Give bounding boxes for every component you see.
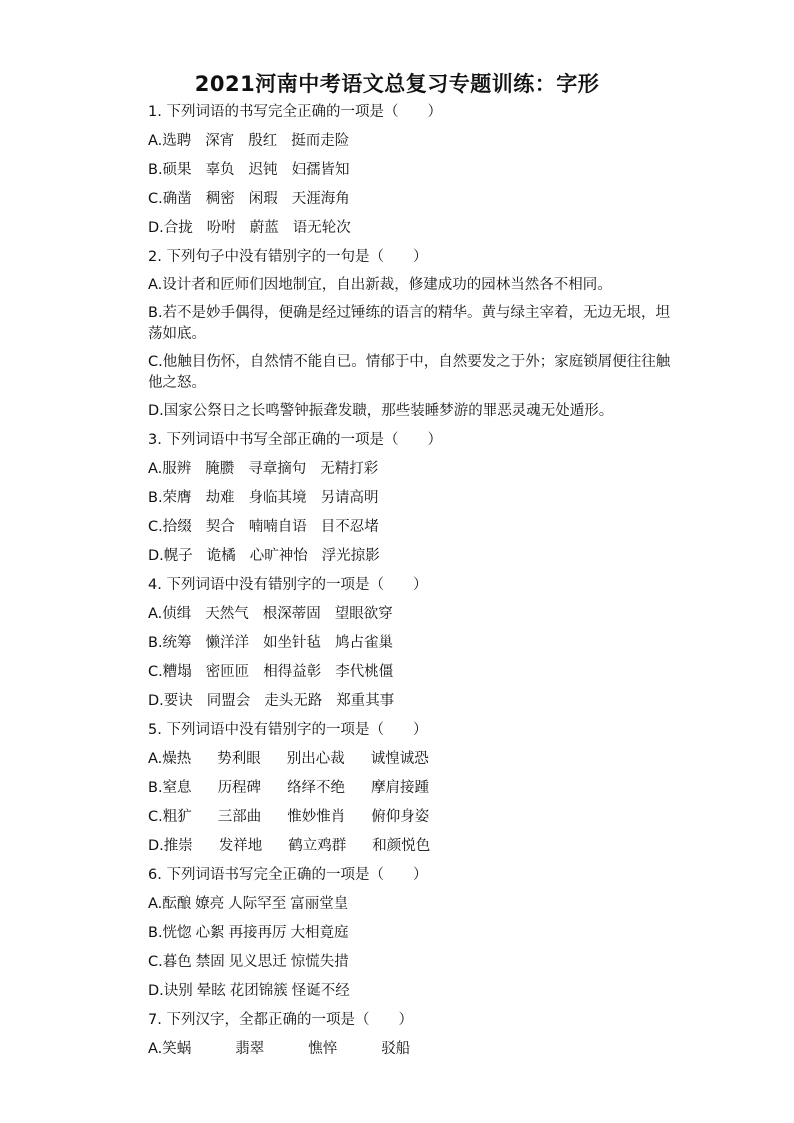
question-4-option-c: C.糟塌 密匝匝 相得益彰 李代桃僵 <box>148 664 394 680</box>
question-7-stem: 7. 下列汉字，全都正确的一项是（ ） <box>148 1012 413 1028</box>
question-1-option-b: B.硕果 辜负 迟钝 妇孺皆知 <box>148 162 350 178</box>
question-6-stem: 6. 下列词语书写完全正确的一项是（ ） <box>148 867 428 883</box>
question-1-option-a: A.选聘 深宵 殷红 挺而走险 <box>148 133 350 149</box>
question-2-option-c: C.他触目伤怀，自然情不能自已。情郁于中，自然要发之于外；家庭锁屑便往往触他之怒。 <box>148 354 671 391</box>
question-4-stem: 4. 下列词语中没有错别字的一项是（ ） <box>148 577 428 593</box>
question-2-option-d: D.国家公祭日之长鸣警钟振聋发聩，那些装睡梦游的罪恶灵魂无处遁形。 <box>148 403 614 419</box>
question-3-option-a: A.服辨 腌臜 寻章摘句 无精打彩 <box>148 461 379 477</box>
question-4-option-a: A.侦缉 天然气 根深蒂固 望眼欲穿 <box>148 606 393 622</box>
question-6-option-a: A.酝酿 嫽亮 人际罕至 富丽堂皇 <box>148 896 349 912</box>
question-5-option-c: C.粗犷 三部曲 惟妙惟肖 俯仰身姿 <box>148 809 430 825</box>
question-2-option-b: B.若不是妙手偶得，便确是经过锤练的语言的精华。黄与绿主宰着，无边无垠，坦荡如底。 <box>148 305 671 342</box>
question-1-stem: 1. 下列词语的书写完全正确的一项是（ ） <box>148 104 442 120</box>
question-2-option-a: A.设计者和匠师们因地制宜，自出新裁，修建成功的园林当然各不相同。 <box>148 277 612 293</box>
question-4-option-b: B.统筹 懒洋洋 如坐针毡 鸠占雀巢 <box>148 635 394 651</box>
question-5-stem: 5. 下列词语中没有错别字的一项是（ ） <box>148 722 428 738</box>
question-list <box>148 101 678 1067</box>
question-1-option-c: C.确凿 稠密 闲瑕 天涯海角 <box>148 191 350 207</box>
page-title: 2021河南中考语文总复习专题训练：字形 <box>194 72 600 96</box>
question-5-option-d: D.推崇 发祥地 鹤立鸡群 和颜悦色 <box>148 838 431 854</box>
question-5-option-a: A.燥热 势利眼 别出心裁 诚惶诚恐 <box>148 751 429 767</box>
question-3-stem: 3. 下列词语中书写全部正确的一项是（ ） <box>148 432 442 448</box>
question-1-option-d: D.合拢 吩咐 蔚蓝 语无轮次 <box>148 220 351 236</box>
question-2-stem: 2. 下列句子中没有错别字的一句是（ ） <box>148 249 428 265</box>
question-3-option-d: D.幌子 诡橘 心旷神怡 浮光掠影 <box>148 548 380 564</box>
question-6-option-d: D.诀别 晕眩 花团锦簇 怪诞不经 <box>148 983 350 999</box>
question-4-option-d: D.要诀 同盟会 走头无路 郑重其事 <box>148 693 395 709</box>
question-6-option-c: C.暮色 禁固 见义思迁 惊慌失措 <box>148 954 349 970</box>
question-5-option-b: B.窒息 历程碑 络绎不绝 摩肩接踵 <box>148 780 430 796</box>
question-7-option-a: A.笑蜗 翡翠 憔悴 驳船 <box>148 1041 411 1057</box>
question-3-option-c: C.拾缀 契合 喃喃自语 目不忍堵 <box>148 519 379 535</box>
question-6-option-b: B.恍惚 心絮 再接再厉 大相竟庭 <box>148 925 349 941</box>
question-3-option-b: B.荣膺 劫难 身临其境 另请高明 <box>148 490 379 506</box>
